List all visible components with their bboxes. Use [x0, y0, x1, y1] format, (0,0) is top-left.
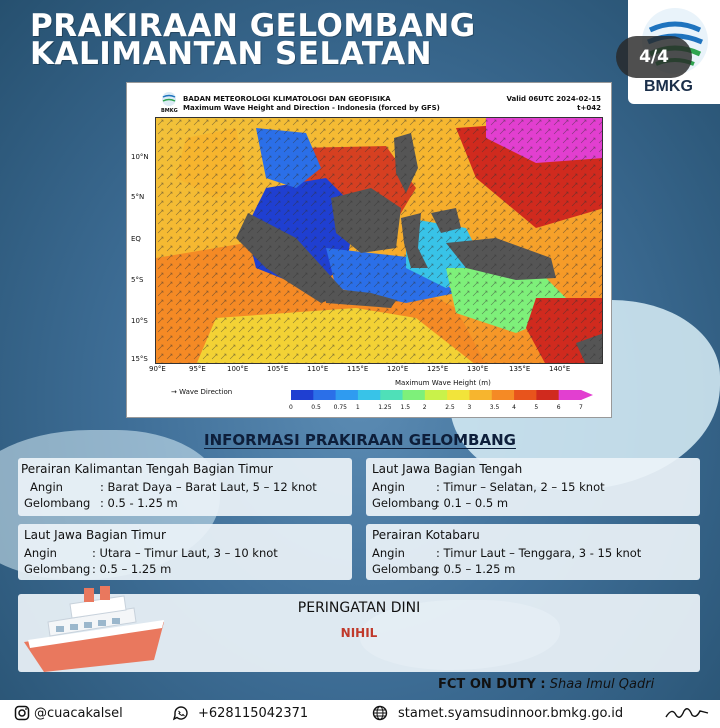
lat-label: 15°S [131, 355, 148, 363]
lon-label: 110°E [307, 365, 329, 373]
lon-label: 100°E [227, 365, 249, 373]
colorbar-tick-label: 6 [556, 404, 561, 411]
colorbar-tick-label: 1.25 [378, 404, 392, 411]
lon-label: 140°E [549, 365, 571, 373]
area-name: Laut Jawa Bagian Timur [24, 528, 166, 542]
colorbar-tick-label: 7 [579, 404, 583, 411]
colorbar-segment [336, 390, 359, 400]
instagram-handle-link[interactable]: @cuacakalsel [34, 706, 123, 721]
angin-value: : Timur – Selatan, 2 – 15 knot [436, 480, 605, 494]
ship-illustration [14, 582, 184, 674]
gelombang-value: : 0.5 - 1.25 m [100, 496, 178, 510]
gelombang-label: Gelombang [372, 562, 439, 576]
area-name: Perairan Kotabaru [372, 528, 480, 542]
phone-icon [172, 705, 190, 725]
map-logo-text: BMKG [161, 108, 178, 113]
area-panel-jawa-tengah [366, 458, 700, 516]
early-warning-value: NIHIL [340, 626, 378, 640]
colorbar-tick-label: 5 [534, 404, 539, 411]
colorbar-segment [425, 390, 448, 400]
area-panel-kotabaru [366, 524, 700, 580]
angin-value: : Timur Laut – Tenggara, 3 - 15 knot [436, 546, 642, 560]
lat-label: 10°N [131, 153, 149, 161]
globe-icon [372, 705, 388, 725]
footer-bar [0, 700, 720, 728]
colorbar-segment [492, 390, 515, 400]
colorbar-tick-label: 0.75 [333, 404, 347, 411]
map-bmkg-logo-icon [159, 91, 179, 113]
early-warning-title: PERINGATAN DINI [297, 600, 421, 616]
lon-label: 130°E [467, 365, 489, 373]
phone-link[interactable]: +628115042371 [198, 706, 309, 721]
colorbar-segment [514, 390, 537, 400]
colorbar-tick-label: 3.5 [489, 404, 500, 411]
map-subtitle: Maximum Wave Height and Direction - Indonesia (forced by GFS) [183, 104, 440, 112]
area-name: Perairan Kalimantan Tengah Bagian Timur [21, 462, 273, 476]
page-title-line2: KALIMANTAN SELATAN [30, 36, 433, 72]
gelombang-label: Gelombang [24, 562, 91, 576]
colorbar-segment [313, 390, 336, 400]
map-valid-time: Valid 06UTC 2024-02-15 [506, 95, 601, 103]
lon-label: 115°E [347, 365, 369, 373]
website-link[interactable]: stamet.syamsudinnoor.bmkg.go.id [398, 706, 624, 721]
arrow-icon: → [171, 388, 177, 396]
map-agency: BADAN METEOROLOGI KLIMATOLOGI DAN GEOFISIKA [183, 95, 391, 103]
angin-value: : Barat Daya – Barat Laut, 5 – 12 knot [100, 480, 317, 494]
info-section-title: INFORMASI PRAKIRAAN GELOMBANG [204, 431, 516, 449]
gelombang-value: : 0.1 – 0.5 m [436, 496, 509, 510]
colorbar-tick-label: 2 [422, 404, 427, 411]
colorbar-segment [536, 390, 559, 400]
lon-label: 95°E [189, 365, 206, 373]
page-indicator-badge: 4/4 [616, 36, 692, 78]
map-header [183, 95, 440, 113]
angin-label: Angin [372, 480, 405, 494]
instagram-icon [14, 705, 30, 725]
colorbar-extend-arrow [581, 390, 593, 400]
angin-label: Angin [30, 480, 63, 494]
wave-map-card [126, 82, 612, 418]
gelombang-value: : 0.5 – 1.25 m [436, 562, 516, 576]
lon-label: 105°E [267, 365, 289, 373]
signature-scribble-icon [664, 705, 710, 725]
colorbar-segment [291, 390, 314, 400]
angin-value: : Utara – Timur Laut, 3 – 10 knot [92, 546, 278, 560]
area-name: Laut Jawa Bagian Tengah [372, 462, 523, 476]
gelombang-value: : 0.5 – 1.25 m [92, 562, 172, 576]
wave-direction-label: Wave Direction [179, 388, 233, 396]
angin-label: Angin [24, 546, 57, 560]
colorbar-tick-label: 1 [355, 404, 360, 411]
colorbar-title: Maximum Wave Height (m) [395, 379, 491, 387]
lon-label: 90°E [149, 365, 166, 373]
colorbar-segment [559, 390, 582, 400]
gelombang-label: Gelombang [24, 496, 91, 510]
colorbar-tick-label: 4 [512, 404, 516, 411]
lon-label: 135°E [509, 365, 531, 373]
colorbar-segment [380, 390, 403, 400]
colorbar-segment [358, 390, 381, 400]
angin-label: Angin [372, 546, 405, 560]
colorbar-tick-label: 0 [289, 404, 293, 411]
map-lead-time: t+042 [577, 104, 601, 112]
colorbar-tick-label: 0.5 [311, 404, 321, 411]
area-panel-jawa-timur [18, 524, 352, 580]
lon-label: 120°E [387, 365, 409, 373]
gelombang-label: Gelombang [372, 496, 439, 510]
lat-label: 5°S [131, 276, 144, 284]
fct-label: FCT ON DUTY : [438, 677, 546, 692]
wave-height-map [155, 117, 603, 364]
bmkg-logo-text: BMKG [644, 78, 693, 95]
fct-name: Shaa Imul Qadri [549, 677, 655, 692]
lat-label: 10°S [131, 317, 148, 325]
forecaster-on-duty [438, 677, 654, 692]
colorbar-segment [447, 390, 470, 400]
map-valid-info [506, 95, 601, 113]
colorbar-segment [403, 390, 426, 400]
area-panel-kalteng-timur [18, 458, 352, 516]
lat-label: 5°N [131, 193, 145, 201]
wave-direction-legend [171, 388, 232, 396]
colorbar [291, 390, 593, 400]
colorbar-tick-label: 2.5 [445, 404, 455, 411]
page-title [30, 8, 476, 72]
lon-label: 125°E [427, 365, 449, 373]
colorbar-tick-label: 3 [467, 404, 472, 411]
page-title-line1: PRAKIRAAN GELOMBANG [30, 8, 476, 44]
colorbar-tick-label: 1.5 [400, 404, 411, 411]
colorbar-segment [469, 390, 492, 400]
lat-label: EQ [131, 235, 141, 243]
